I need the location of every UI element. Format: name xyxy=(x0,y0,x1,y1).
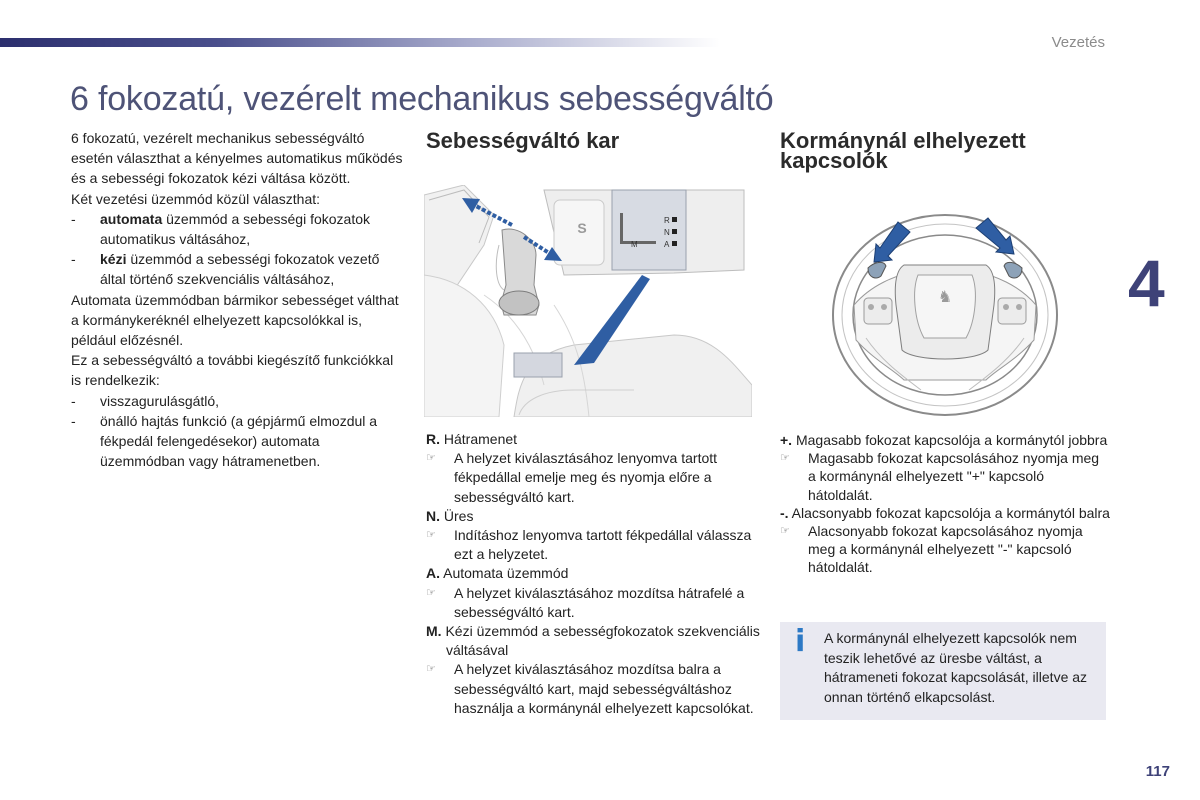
paddle-descriptions xyxy=(780,431,1110,577)
info-text: A kormánynál elhelyezett kapcsolók nem teszik lehetővé az üresbe váltást, a hátrameneti fokozat kapcsolását, illetve az onnan történő elkapcsolást. xyxy=(824,630,1088,705)
lever-heading: Sebességváltó kar xyxy=(426,128,620,153)
gear-n-label: N xyxy=(664,228,670,237)
sport-mode-label: S xyxy=(577,220,587,236)
page-number: 117 xyxy=(1145,763,1170,780)
entry-r: R. Hátramenet xyxy=(426,431,518,447)
gear-lever-illustration xyxy=(424,185,752,417)
features-intro: Ez a sebességváltó a további kiegészítő funkciókkal is rendelkezik: xyxy=(71,352,394,389)
entry-plus: +. Magasabb fokozat kapcsolója a kormánytól jobbra xyxy=(780,432,1108,448)
mode-item-manual: - kézi üzemmód a sebességi fokozatok vezető által történő szekvenciális váltásához, xyxy=(71,251,380,288)
finger-pointing-icon: ☞ xyxy=(780,525,790,538)
brand-logo: ♞ xyxy=(937,289,953,306)
info-box xyxy=(780,622,1106,720)
entry-minus: -. Alacsonyabb fokozat kapcsolója a kormánytól balra xyxy=(780,504,1110,521)
intro-paragraph: 6 fokozatú, vezérelt mechanikus sebességváltó esetén választhat a kényelmes automatikus működés és a sebességi fokozatok kézi váltása között. xyxy=(71,130,403,187)
entry-r-step: ☞ A helyzet kiválasztásához lenyomva tartott fékpedállal emelje meg és nyomja előre a sebességváltó kart. xyxy=(426,449,761,507)
modes-intro: Két vezetési üzemmód közül választhat: xyxy=(71,190,321,207)
lever-heading-wrap xyxy=(426,128,756,153)
steering-heading: Kormánynál elhelyezett kapcsolók xyxy=(780,128,1026,173)
entry-m-step: ☞ A helyzet kiválasztásához mozdítsa balra a sebességváltó kart, majd sebességváltáshoz használja a kormánynál elhelyezett kapcsolókat. xyxy=(426,660,761,718)
entry-plus-step: ☞ Magasabb fokozat kapcsolásához nyomja meg a kormánynál elhelyezett "+" kapcsoló hátoldalát. xyxy=(780,450,1100,503)
entry-a-step: ☞ A helyzet kiválasztásához mozdítsa hátrafelé a sebességváltó kart. xyxy=(426,584,761,622)
entry-a: A. Automata üzemmód xyxy=(426,565,569,582)
feature-item-hill-assist: - visszagurulásgátló, xyxy=(71,392,220,409)
finger-pointing-icon: ☞ xyxy=(426,529,436,542)
info-icon: i xyxy=(795,624,806,659)
entry-n: N. Üres xyxy=(426,507,474,524)
steering-wheel-illustration xyxy=(826,210,1064,416)
finger-pointing-icon: ☞ xyxy=(426,452,436,465)
gear-a-label: A xyxy=(664,240,670,249)
page-title: 6 fokozatú, vezérelt mechanikus sebességváltó xyxy=(70,80,774,118)
entry-n-step: ☞ Indításhoz lenyomva tartott fékpedállal válassza ezt a helyzetet. xyxy=(426,526,761,564)
mode-item-automatic: - automata üzemmód a sebességi fokozatok automatikus váltásához, xyxy=(71,210,371,248)
finger-pointing-icon: ☞ xyxy=(780,452,790,465)
chapter-number: 4 xyxy=(1128,246,1165,320)
intro-column xyxy=(71,128,406,471)
finger-pointing-icon: ☞ xyxy=(426,586,436,599)
finger-pointing-icon: ☞ xyxy=(426,663,436,676)
header-bar xyxy=(0,38,720,47)
entry-minus-step: ☞ Alacsonyabb fokozat kapcsolásához nyomja meg a kormánynál elhelyezett "-" kapcsoló hátoldalát. xyxy=(780,523,1083,576)
gear-m-label: M xyxy=(631,240,638,249)
feature-item-creep: - önálló hajtás funkció (a gépjármű elmozdul a fékpedál felengedésekor) automata üzemmódban vagy hátramenetben. xyxy=(71,412,378,470)
entry-m: M. Kézi üzemmód a sebességfokozatok szekvenciális váltásával xyxy=(426,623,760,659)
section-title: Vezetés xyxy=(1051,34,1105,51)
lever-positions xyxy=(426,430,761,718)
steering-heading-wrap xyxy=(780,128,1110,173)
automatic-paragraph: Automata üzemmódban bármikor sebességet válthat a kormánykeréknél elhelyezett kapcsolókkal is, például előzésnél. xyxy=(71,291,399,349)
gear-r-label: R xyxy=(664,216,670,225)
